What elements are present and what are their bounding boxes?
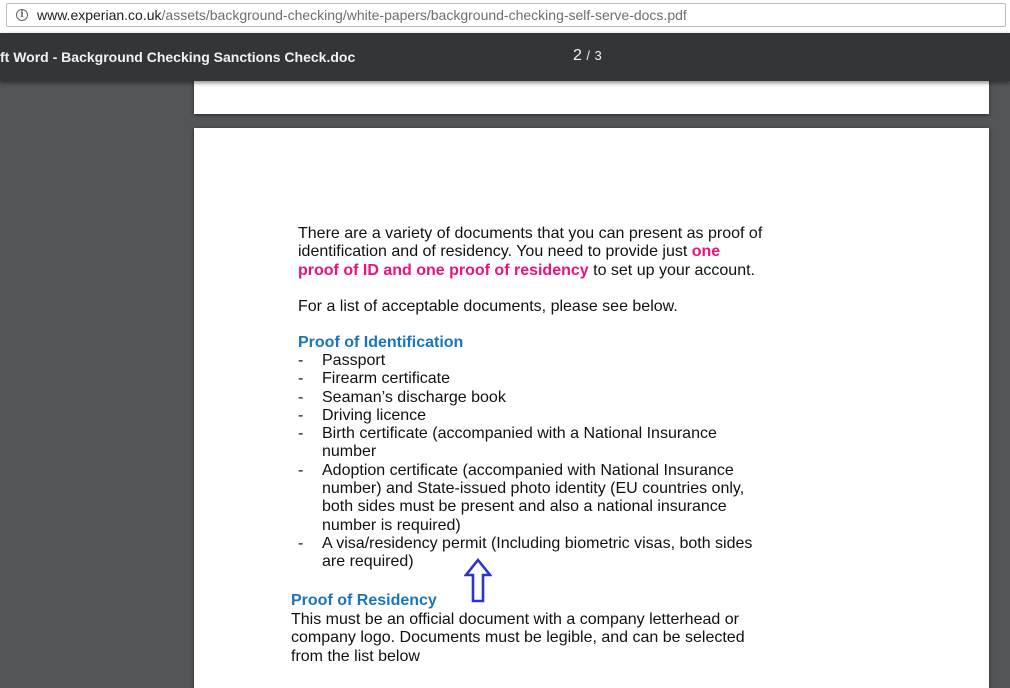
url-field[interactable] bbox=[6, 3, 1006, 27]
list-item: - Firearm certificate bbox=[298, 370, 778, 388]
intro-paragraph bbox=[298, 225, 762, 280]
up-arrow-icon bbox=[464, 558, 492, 604]
current-page[interactable]: 2 bbox=[573, 47, 582, 64]
list-item: - Passport bbox=[298, 352, 778, 370]
list-item: - Adoption certificate (accompanied with National Insurance number) and State-issued photo identity (EU countries only, both sides must be present and also a national insurance number is required) bbox=[298, 462, 754, 535]
url-text bbox=[37, 7, 687, 23]
url-path: /assets/background-checking/white-papers/background-checking-self-serve-docs.pdf bbox=[161, 7, 687, 23]
residency-heading: Proof of Residency bbox=[291, 592, 437, 609]
list-item: - Driving licence bbox=[298, 407, 778, 425]
intro-line-1: There are a variety of documents that you can present as proof of bbox=[298, 225, 763, 242]
pdf-page-current bbox=[194, 128, 989, 688]
document-title: ft Word - Background Checking Sanctions Check.doc bbox=[0, 49, 356, 65]
id-document-list bbox=[298, 352, 778, 572]
total-pages: 3 bbox=[594, 48, 602, 63]
url-host: www.experian.co.uk bbox=[37, 7, 162, 23]
intro-highlight-1: one bbox=[691, 243, 721, 261]
list-intro: For a list of acceptable documents, please see below. bbox=[298, 298, 678, 315]
page-separator: / bbox=[586, 48, 590, 63]
residency-paragraph bbox=[291, 611, 745, 666]
intro-line-2 bbox=[298, 243, 762, 261]
list-item: - Birth certificate (accompanied with a National Insurance number bbox=[298, 425, 722, 462]
pdf-toolbar bbox=[0, 33, 1010, 81]
page-indicator bbox=[573, 47, 602, 65]
list-item: - Seaman’s discharge book bbox=[298, 389, 778, 407]
intro-line-3 bbox=[298, 262, 762, 280]
intro-line-3-text: to set up your account. bbox=[588, 261, 755, 279]
residency-line-2: company logo. Documents must be legible, and can be selected bbox=[291, 629, 745, 647]
info-circle-icon[interactable]: i bbox=[16, 9, 28, 21]
id-heading: Proof of Identification bbox=[298, 334, 464, 351]
address-bar bbox=[0, 0, 1010, 33]
residency-line-3: from the list below bbox=[291, 647, 420, 665]
intro-highlight-2: proof of ID and one proof of residency bbox=[298, 261, 589, 279]
intro-line-2-text: identification and of residency. You need to provide just bbox=[298, 243, 692, 261]
residency-line-1: This must be an official document with a company letterhead or bbox=[291, 611, 739, 628]
list-item: - A visa/residency permit (Including biometric visas, both sides are required) bbox=[298, 535, 762, 572]
